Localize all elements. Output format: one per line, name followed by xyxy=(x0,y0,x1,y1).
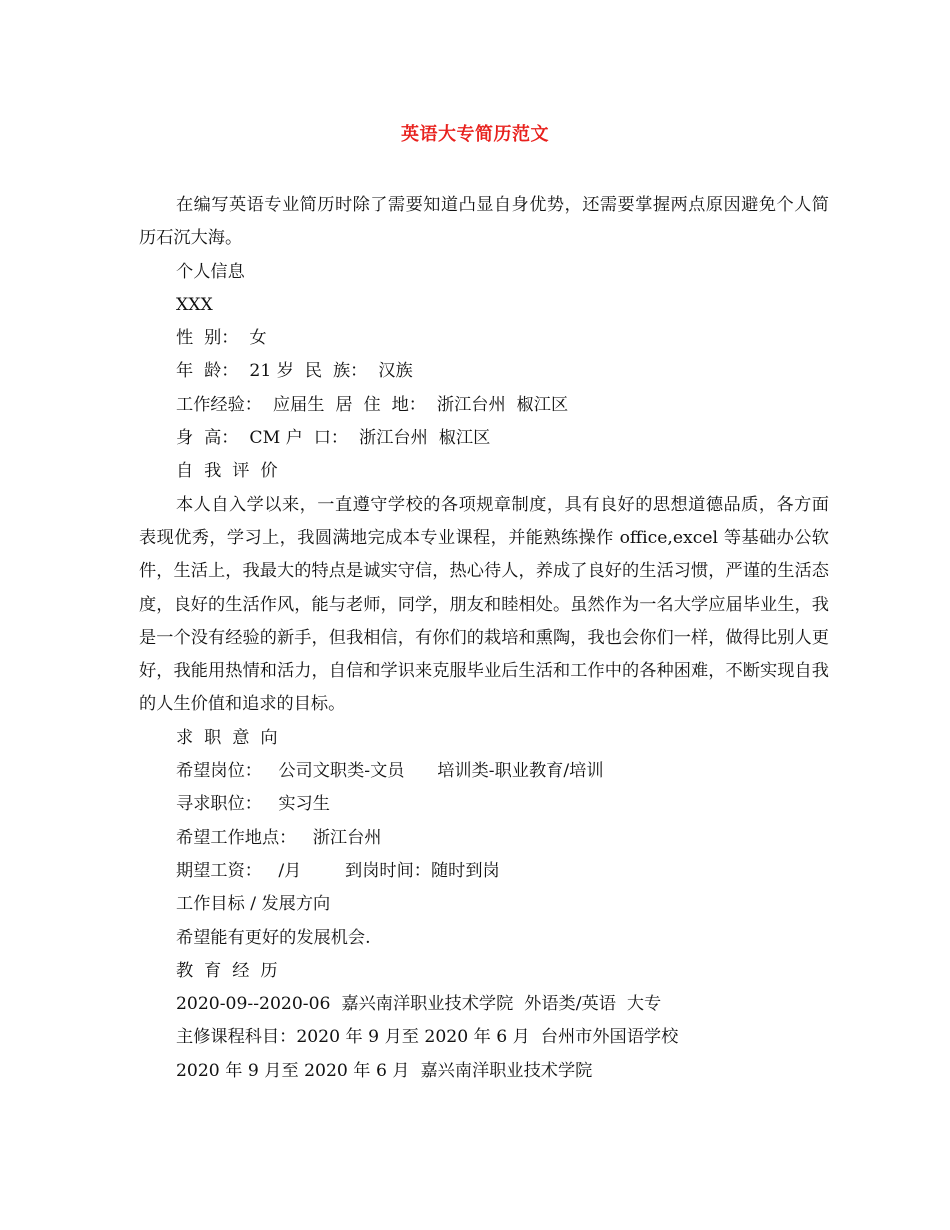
goal-line: 希望能有更好的发展机会. xyxy=(176,927,371,948)
gender-line: 性 别： 女 xyxy=(176,328,267,349)
education-line-1: 2020-09--2020-06 嘉兴南洋职业技术学院 外语类/英语 大专 xyxy=(176,994,662,1015)
self-eval-paragraph: 本人自入学以来，一直遵守学校的各项规章制度，具有良好的思想道德品质，各方面表现优秀，学习上，我圆满地完成本专业课程，并能熟练操作 office,excel 等基础办公软件，生活上，我最大的特点是诚实守信，热心待人，养成了良好的生活习惯，严谨的生活态度，良好的生活作风，能与老师，同学，朋友和睦相处。虽然作为一名大学应届毕业生，我是一个没有经验的新手，但我相信，有你们的栽培和熏陶，我也会你们一样，做得比别人更好，我能用热情和活力，自信和学识来克服毕业后生活和工作中的各种困难，不断实现自我的人生价值和追求的目标。 xyxy=(139,494,829,715)
height-hukou-line: 身 高： CM 户 口： 浙江台州 椒江区 xyxy=(176,428,491,449)
education-line-3: 2020 年 9 月至 2020 年 6 月 嘉兴南洋职业技术学院 xyxy=(176,1060,593,1081)
self-eval-heading: 自 我 评 价 xyxy=(176,461,278,482)
personal-info-heading: 个人信息 xyxy=(176,261,245,282)
desired-location-line: 希望工作地点： 浙江台州 xyxy=(176,827,382,848)
name-line: XXX xyxy=(176,294,213,315)
experience-address-line: 工作经验： 应届生 居 住 地： 浙江台州 椒江区 xyxy=(176,394,569,415)
intro-paragraph: 在编写英语专业简历时除了需要知道凸显自身优势，还需要掌握两点原因避免个人简历石沉大海。 xyxy=(139,195,829,249)
seek-position-line: 寻求职位： 实习生 xyxy=(176,794,330,815)
education-line-2: 主修课程科目：2020 年 9 月至 2020 年 6 月 台州市外国语学校 xyxy=(176,1027,679,1048)
desired-position-line: 希望岗位： 公司文职类-文员 培训类-职业教育/培训 xyxy=(176,761,604,782)
job-intent-heading: 求 职 意 向 xyxy=(176,727,278,748)
education-heading: 教 育 经 历 xyxy=(176,960,278,981)
document-body xyxy=(139,189,829,1088)
document-title: 英语大专简历范文 xyxy=(401,124,549,145)
goal-heading: 工作目标 / 发展方向 xyxy=(176,894,331,915)
age-ethnicity-line: 年 龄： 21 岁 民 族： 汉族 xyxy=(176,361,413,382)
salary-line: 期望工资： /月 到岗时间：随时到岗 xyxy=(176,860,500,881)
